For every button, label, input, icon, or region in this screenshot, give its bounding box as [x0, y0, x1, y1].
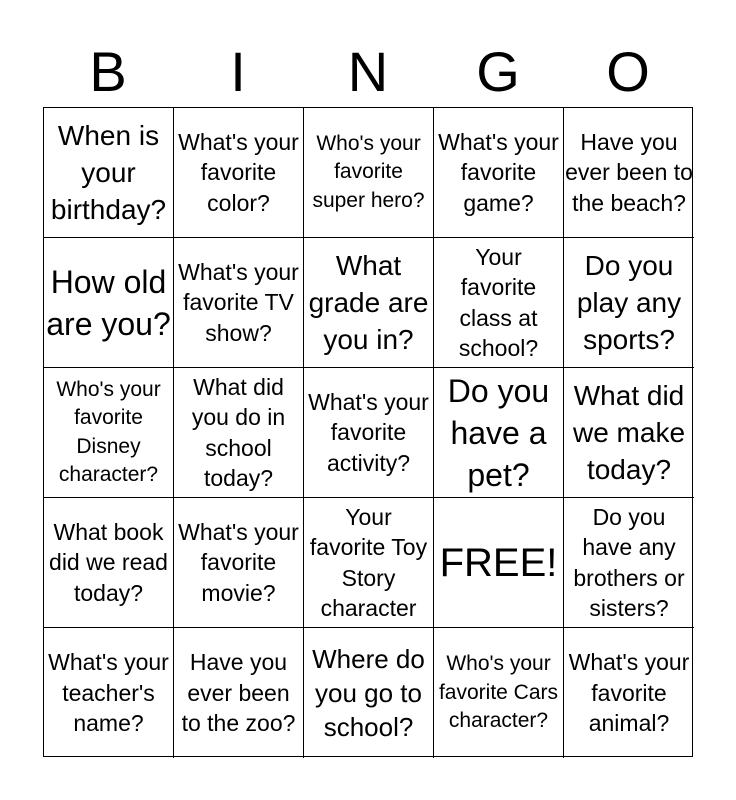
cell-text: Who's your favorite super hero? [312, 131, 425, 212]
cell-text: What's your favorite color? [178, 128, 299, 216]
bingo-cell-i4[interactable] [174, 498, 304, 628]
bingo-cell-n3[interactable] [304, 368, 434, 498]
bingo-cell-i3[interactable] [174, 368, 304, 498]
cell-text: What's your favorite TV show? [178, 258, 299, 346]
bingo-cell-b1[interactable] [44, 108, 174, 238]
free-space-text: FREE! [439, 540, 558, 585]
bingo-cell-free[interactable] [434, 498, 564, 628]
bingo-cell-o5[interactable] [564, 628, 694, 758]
bingo-cell-o2[interactable] [564, 238, 694, 368]
cell-text: What's your favorite game? [438, 128, 559, 216]
cell-text: Who's your favorite Cars character? [438, 652, 559, 733]
cell-text: What's your favorite movie? [178, 518, 299, 606]
bingo-cell-o4[interactable] [564, 498, 694, 628]
bingo-cell-n4[interactable] [304, 498, 434, 628]
header-letter-n: N [347, 40, 389, 103]
cell-text: What grade are you in? [308, 250, 429, 355]
cell-text: How old are you? [46, 263, 171, 342]
cell-text: Who's your favorite Disney character? [56, 377, 161, 486]
bingo-cell-i1[interactable] [174, 108, 304, 238]
bingo-cell-g1[interactable] [434, 108, 564, 238]
cell-text: Have you ever been to the zoo? [181, 649, 296, 737]
bingo-cell-o3[interactable] [564, 368, 694, 498]
bingo-cell-n2[interactable] [304, 238, 434, 368]
bingo-cell-b3[interactable] [44, 368, 174, 498]
cell-text: Do you have a pet? [447, 372, 550, 493]
bingo-cell-g5[interactable] [434, 628, 564, 758]
cell-text: Your favorite class at school? [458, 243, 539, 361]
bingo-cell-i5[interactable] [174, 628, 304, 758]
cell-text: Do you have any brothers or sisters? [573, 503, 685, 621]
cell-text: What book did we read today? [49, 518, 168, 606]
cell-text: What did we make today? [572, 380, 686, 485]
bingo-cell-i2[interactable] [174, 238, 304, 368]
header-letter-g: G [476, 40, 520, 103]
cell-text: Your favorite Toy Story character [309, 503, 428, 621]
cell-text: Have you ever been to the beach? [565, 128, 693, 216]
cell-text: What's your favorite animal? [568, 649, 690, 737]
bingo-header [43, 38, 693, 106]
cell-text: Do you play any sports? [576, 250, 682, 355]
bingo-cell-g3[interactable] [434, 368, 564, 498]
header-letter-i: I [230, 40, 246, 103]
header-letter-b: B [89, 40, 127, 103]
bingo-cell-g2[interactable] [434, 238, 564, 368]
bingo-cell-b4[interactable] [44, 498, 174, 628]
cell-text: What's your teacher's name? [48, 649, 169, 737]
cell-text: Where do you go to school? [312, 644, 425, 742]
bingo-card-grid [43, 107, 693, 757]
cell-text: When is your birthday? [50, 120, 167, 225]
bingo-cell-n5[interactable] [304, 628, 434, 758]
bingo-cell-o1[interactable] [564, 108, 694, 238]
bingo-cell-b2[interactable] [44, 238, 174, 368]
bingo-cell-n1[interactable] [304, 108, 434, 238]
header-letter-o: O [606, 40, 650, 103]
cell-text: What did you do in school today? [191, 373, 286, 491]
bingo-cell-b5[interactable] [44, 628, 174, 758]
cell-text: What's your favorite activity? [308, 388, 429, 476]
